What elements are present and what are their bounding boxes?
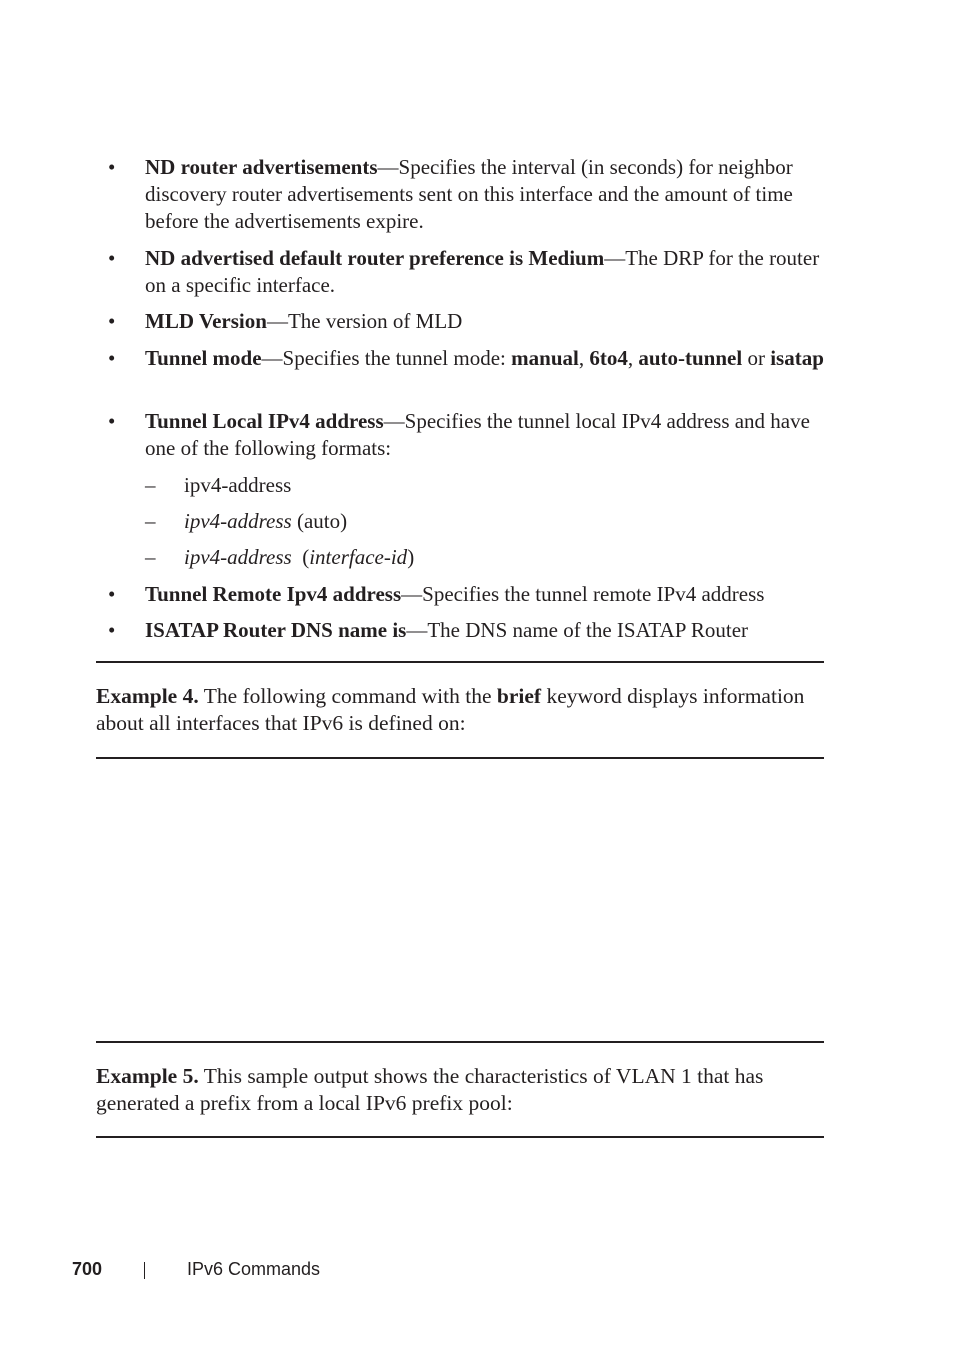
mode-auto-tunnel: auto-tunnel — [638, 346, 743, 370]
description: —The version of MLD — [266, 309, 463, 333]
description: —Specifies the tunnel local IPv4 address and have one of the following formats: — [145, 409, 810, 460]
list-item — [145, 154, 815, 235]
term: Tunnel mode — [145, 346, 262, 370]
bullet-marker: • — [108, 155, 116, 179]
separator: , — [578, 346, 590, 370]
list-item — [145, 245, 825, 299]
description: —Specifies the interval (in seconds) for neighbor discovery router advertisements sent on this interface and the amount of time before the advertisements expire. — [145, 155, 793, 233]
sub-list-item — [184, 544, 414, 571]
example-text: keyword displays information about all interfaces that IPv6 is defined on: — [96, 684, 805, 735]
example-text: The following command with the — [198, 684, 497, 708]
format-suffix: (auto) — [291, 509, 348, 533]
description: —The DRP for the router on a specific interface. — [145, 246, 820, 297]
list-item — [145, 308, 825, 335]
dash-marker: – — [145, 545, 156, 569]
format-text: ipv4-address — [184, 473, 292, 497]
term: Tunnel Local IPv4 address — [145, 409, 384, 433]
footer-separator — [144, 1262, 145, 1279]
bullet-marker: • — [108, 309, 116, 333]
separator: or — [742, 346, 771, 370]
bullet-marker: • — [108, 618, 116, 642]
list-item — [145, 345, 825, 372]
description: —The DNS name of the ISATAP Router — [406, 618, 749, 642]
term: ND router advertisements — [145, 155, 378, 179]
example-5 — [96, 1063, 836, 1117]
format-italic: ipv4-address — [184, 509, 292, 533]
separator: , — [627, 346, 639, 370]
description: —Specifies the tunnel mode: — [261, 346, 512, 370]
bullet-marker: • — [108, 346, 116, 370]
sub-list-item — [184, 508, 347, 535]
dash-marker: – — [145, 509, 156, 533]
format-italic-interface: interface-id — [309, 545, 408, 569]
description: —Specifies the tunnel remote IPv4 address — [401, 582, 765, 606]
paren-open: ( — [291, 545, 310, 569]
format-italic: ipv4-address — [184, 545, 292, 569]
list-item — [145, 408, 825, 462]
list-item — [145, 617, 825, 644]
horizontal-rule — [96, 757, 824, 759]
mode-isatap: isatap — [770, 346, 824, 370]
page-number: 700 — [72, 1259, 103, 1279]
section-title: IPv6 Commands — [187, 1259, 321, 1279]
bullet-marker: • — [108, 582, 116, 606]
horizontal-rule — [96, 1041, 824, 1043]
horizontal-rule — [96, 661, 824, 663]
example-label: Example 4. — [96, 684, 199, 708]
term: ISATAP Router DNS name is — [145, 618, 407, 642]
paren-close: ) — [407, 545, 415, 569]
list-item — [145, 581, 825, 608]
keyword: brief — [496, 684, 542, 708]
mode-manual: manual — [511, 346, 579, 370]
bullet-marker: • — [108, 409, 116, 433]
sub-list-item — [184, 472, 291, 499]
bullet-marker: • — [108, 246, 116, 270]
term: MLD Version — [145, 309, 267, 333]
term: ND advertised default router preference is Medium — [145, 246, 605, 270]
horizontal-rule — [96, 1136, 824, 1138]
example-text: This sample output shows the characteristics of VLAN 1 that has generated a prefix from a local IPv6 prefix pool: — [96, 1064, 764, 1115]
example-label: Example 5. — [96, 1064, 199, 1088]
term: Tunnel Remote Ipv4 address — [145, 582, 402, 606]
mode-6to4: 6to4 — [589, 346, 628, 370]
dash-marker: – — [145, 473, 156, 497]
example-4 — [96, 683, 836, 737]
